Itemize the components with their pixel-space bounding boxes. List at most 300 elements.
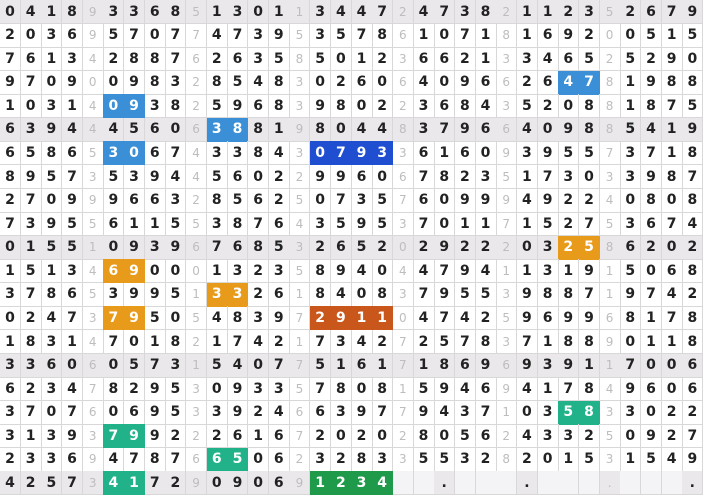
digit-cell[interactable]: 3 [207,212,228,236]
digit-cell[interactable]: 0 [331,47,352,71]
digit-cell[interactable]: 6 [62,283,83,307]
digit-cell[interactable]: 2 [331,71,352,95]
digit-cell[interactable]: 7 [21,189,42,213]
digit-cell[interactable]: 0 [538,118,559,142]
digit-cell[interactable]: 0 [372,165,393,189]
digit-cell[interactable]: 3 [227,141,248,165]
digit-cell[interactable]: 3 [414,118,435,142]
digit-cell[interactable]: 0 [0,236,21,260]
digit-cell[interactable]: 8 [0,165,21,189]
digit-cell[interactable]: 0 [641,401,662,425]
highlighted-cell[interactable]: 9 [124,94,145,118]
digit-cell[interactable]: 1 [538,377,559,401]
digit-cell[interactable]: 8 [579,118,600,142]
highlighted-cell[interactable]: 3 [103,141,124,165]
digit-cell[interactable]: 9 [558,306,579,330]
digit-cell[interactable]: 0 [103,401,124,425]
digit-cell[interactable]: 5 [103,165,124,189]
digit-cell[interactable]: 9 [434,377,455,401]
digit-cell[interactable]: 3 [62,47,83,71]
digit-cell[interactable]: 8 [269,71,290,95]
digit-cell[interactable]: 2 [331,448,352,472]
digit-cell[interactable]: 0 [165,306,186,330]
highlighted-cell[interactable]: 8 [579,401,600,425]
highlighted-cell[interactable]: 0 [310,141,331,165]
digit-cell[interactable]: 1 [558,448,579,472]
digit-cell[interactable]: 8 [269,94,290,118]
digit-cell[interactable]: 9 [579,306,600,330]
digit-cell[interactable]: 6 [145,0,166,24]
digit-cell[interactable]: 9 [310,94,331,118]
digit-cell[interactable]: 9 [662,47,683,71]
digit-cell[interactable]: 5 [372,189,393,213]
digit-cell[interactable]: 0 [662,354,683,378]
digit-cell[interactable]: 7 [579,212,600,236]
digit-cell[interactable]: 5 [620,118,641,142]
digit-cell[interactable]: 1 [207,330,228,354]
digit-cell[interactable] [558,471,579,495]
digit-cell[interactable]: 2 [0,448,21,472]
highlighted-cell[interactable]: 4 [558,71,579,95]
digit-cell[interactable]: 6 [414,47,435,71]
digit-cell[interactable]: 3 [207,141,228,165]
digit-cell[interactable]: 5 [165,377,186,401]
digit-cell[interactable]: 0 [310,71,331,95]
digit-cell[interactable]: 8 [352,448,373,472]
digit-cell[interactable]: 4 [103,448,124,472]
digit-cell[interactable]: 7 [641,283,662,307]
digit-cell[interactable]: 9 [269,24,290,48]
highlighted-cell[interactable]: 9 [124,306,145,330]
digit-cell[interactable]: 1 [641,330,662,354]
digit-cell[interactable]: 9 [145,424,166,448]
digit-cell[interactable]: 7 [124,24,145,48]
digit-cell[interactable]: 5 [207,165,228,189]
digit-cell[interactable]: 3 [310,212,331,236]
digit-cell[interactable]: 1 [476,24,497,48]
digit-cell[interactable]: 6 [0,377,21,401]
digit-cell[interactable]: 3 [41,24,62,48]
digit-cell[interactable]: 3 [352,189,373,213]
digit-cell[interactable]: 6 [455,141,476,165]
digit-cell[interactable]: 9 [434,283,455,307]
digit-cell[interactable]: 9 [124,236,145,260]
digit-cell[interactable]: 1 [124,212,145,236]
digit-cell[interactable]: 3 [145,94,166,118]
digit-cell[interactable]: 0 [331,424,352,448]
digit-cell[interactable]: 5 [227,189,248,213]
digit-cell[interactable]: 3 [331,330,352,354]
digit-cell[interactable]: 6 [248,94,269,118]
digit-cell[interactable]: 6 [145,189,166,213]
digit-cell[interactable]: 9 [62,71,83,95]
digit-cell[interactable]: 4 [331,283,352,307]
digit-cell[interactable]: 9 [145,377,166,401]
digit-cell[interactable]: 2 [579,24,600,48]
digit-cell[interactable]: 4 [248,330,269,354]
digit-cell[interactable]: 0 [21,94,42,118]
digit-cell[interactable]: 1 [620,71,641,95]
highlighted-cell[interactable]: 3 [372,141,393,165]
digit-cell[interactable]: 9 [434,236,455,260]
digit-cell[interactable]: 5 [558,141,579,165]
digit-cell[interactable]: 5 [41,471,62,495]
digit-cell[interactable]: 7 [455,24,476,48]
digit-cell[interactable]: 4 [0,471,21,495]
digit-cell[interactable]: 9 [124,71,145,95]
digit-cell[interactable]: 2 [352,424,373,448]
digit-cell[interactable]: 5 [620,259,641,283]
digit-cell[interactable]: 4 [21,0,42,24]
digit-cell[interactable]: 3 [103,283,124,307]
digit-cell[interactable]: 6 [558,47,579,71]
digit-cell[interactable]: 4 [331,0,352,24]
digit-cell[interactable]: 0 [0,306,21,330]
digit-cell[interactable]: 9 [517,354,538,378]
digit-cell[interactable]: 5 [579,47,600,71]
digit-cell[interactable]: 5 [434,448,455,472]
highlighted-cell[interactable]: 9 [124,424,145,448]
digit-cell[interactable]: 9 [558,118,579,142]
digit-cell[interactable]: 1 [476,212,497,236]
digit-cell[interactable]: 0 [248,354,269,378]
digit-cell[interactable]: 5 [41,236,62,260]
digit-cell[interactable]: 9 [414,401,435,425]
digit-cell[interactable]: 5 [579,448,600,472]
digit-cell[interactable]: 4 [352,118,373,142]
digit-cell[interactable]: 4 [434,401,455,425]
digit-cell[interactable]: 4 [476,259,497,283]
digit-cell[interactable]: 0 [103,236,124,260]
digit-cell[interactable]: 2 [641,47,662,71]
digit-cell[interactable]: 2 [21,471,42,495]
digit-cell[interactable]: 4 [103,118,124,142]
digit-cell[interactable]: 8 [248,118,269,142]
digit-cell[interactable]: 7 [207,236,228,260]
digit-cell[interactable]: 2 [269,165,290,189]
digit-cell[interactable]: 9 [227,94,248,118]
digit-cell[interactable]: 6 [248,189,269,213]
digit-cell[interactable]: . [682,471,703,495]
digit-cell[interactable]: 4 [517,424,538,448]
digit-cell[interactable]: 1 [207,0,228,24]
digit-cell[interactable]: 2 [248,283,269,307]
digit-cell[interactable]: 2 [641,236,662,260]
digit-cell[interactable]: 8 [145,47,166,71]
digit-cell[interactable]: 4 [269,401,290,425]
digit-cell[interactable]: 2 [662,401,683,425]
digit-cell[interactable]: 6 [476,71,497,95]
digit-cell[interactable]: 3 [124,165,145,189]
digit-cell[interactable]: 5 [207,94,228,118]
digit-cell[interactable]: 0 [165,259,186,283]
digit-cell[interactable]: 5 [310,354,331,378]
digit-cell[interactable]: 5 [352,236,373,260]
digit-cell[interactable]: 3 [165,189,186,213]
digit-cell[interactable]: 3 [0,401,21,425]
digit-cell[interactable]: 3 [455,401,476,425]
digit-cell[interactable]: 3 [207,401,228,425]
digit-cell[interactable]: 6 [21,47,42,71]
digit-cell[interactable]: 3 [414,94,435,118]
digit-cell[interactable] [620,471,641,495]
digit-cell[interactable]: 1 [662,141,683,165]
digit-cell[interactable]: 3 [517,47,538,71]
digit-cell[interactable]: 1 [517,212,538,236]
digit-cell[interactable]: 1 [517,259,538,283]
digit-cell[interactable]: 4 [476,94,497,118]
digit-cell[interactable]: 5 [145,306,166,330]
digit-cell[interactable]: 2 [538,94,559,118]
digit-cell[interactable]: 4 [352,330,373,354]
digit-cell[interactable]: 3 [21,118,42,142]
highlighted-cell[interactable]: 1 [124,471,145,495]
digit-cell[interactable] [414,471,435,495]
digit-cell[interactable]: 1 [21,236,42,260]
digit-cell[interactable]: 8 [538,283,559,307]
digit-cell[interactable]: 3 [165,71,186,95]
digit-cell[interactable]: 7 [145,354,166,378]
digit-cell[interactable]: 5 [124,354,145,378]
digit-cell[interactable] [455,471,476,495]
digit-cell[interactable]: 9 [558,354,579,378]
digit-cell[interactable]: 2 [269,189,290,213]
digit-cell[interactable]: 8 [165,0,186,24]
digit-cell[interactable]: 1 [538,330,559,354]
digit-cell[interactable]: 7 [352,24,373,48]
digit-cell[interactable]: 8 [455,94,476,118]
digit-cell[interactable]: 8 [620,306,641,330]
digit-cell[interactable]: 2 [662,424,683,448]
digit-cell[interactable]: 7 [165,448,186,472]
digit-cell[interactable]: 0 [620,189,641,213]
digit-cell[interactable]: 0 [352,283,373,307]
digit-cell[interactable]: 9 [538,141,559,165]
digit-cell[interactable]: 3 [248,47,269,71]
digit-cell[interactable]: 1 [207,259,228,283]
highlighted-cell[interactable]: 5 [558,401,579,425]
digit-cell[interactable]: 8 [310,259,331,283]
digit-cell[interactable]: 0 [662,377,683,401]
highlighted-cell[interactable]: 2 [310,306,331,330]
digit-cell[interactable]: 5 [21,259,42,283]
digit-cell[interactable]: 0 [145,259,166,283]
digit-cell[interactable]: 2 [558,0,579,24]
digit-cell[interactable]: 5 [538,212,559,236]
digit-cell[interactable]: 4 [455,377,476,401]
digit-cell[interactable]: 0 [662,189,683,213]
digit-cell[interactable]: 6 [103,212,124,236]
digit-cell[interactable]: 9 [165,236,186,260]
digit-cell[interactable]: 2 [476,448,497,472]
digit-cell[interactable]: 9 [0,71,21,95]
digit-cell[interactable]: 9 [331,165,352,189]
digit-cell[interactable]: 3 [21,212,42,236]
digit-cell[interactable]: 9 [620,377,641,401]
digit-cell[interactable]: 6 [620,236,641,260]
digit-cell[interactable]: 9 [62,424,83,448]
digit-cell[interactable]: 7 [269,354,290,378]
digit-cell[interactable]: 0 [248,0,269,24]
digit-cell[interactable]: 6 [269,212,290,236]
digit-cell[interactable]: 6 [352,165,373,189]
digit-cell[interactable]: 7 [21,283,42,307]
highlighted-cell[interactable]: 1 [372,306,393,330]
digit-cell[interactable]: 7 [682,165,703,189]
digit-cell[interactable]: 4 [455,306,476,330]
digit-cell[interactable]: 1 [0,330,21,354]
digit-cell[interactable]: 4 [165,165,186,189]
digit-cell[interactable]: 7 [538,165,559,189]
digit-cell[interactable]: 8 [165,330,186,354]
digit-cell[interactable]: 6 [227,165,248,189]
digit-cell[interactable]: 3 [558,424,579,448]
digit-cell[interactable]: 6 [145,118,166,142]
digit-cell[interactable]: 9 [145,401,166,425]
digit-cell[interactable]: 8 [434,165,455,189]
highlighted-cell[interactable]: 2 [558,236,579,260]
digit-cell[interactable]: 0 [372,424,393,448]
digit-cell[interactable]: 4 [414,71,435,95]
digit-cell[interactable]: 6 [124,189,145,213]
highlighted-cell[interactable]: 9 [352,141,373,165]
digit-cell[interactable]: 7 [372,401,393,425]
digit-cell[interactable]: 3 [62,259,83,283]
digit-cell[interactable]: 6 [682,377,703,401]
digit-cell[interactable] [579,471,600,495]
digit-cell[interactable]: 0 [207,471,228,495]
digit-cell[interactable]: 8 [641,189,662,213]
digit-cell[interactable]: 2 [682,236,703,260]
highlighted-cell[interactable]: 3 [207,283,228,307]
digit-cell[interactable]: 7 [517,330,538,354]
digit-cell[interactable]: 1 [41,259,62,283]
digit-cell[interactable]: 9 [331,259,352,283]
digit-cell[interactable]: 4 [248,71,269,95]
digit-cell[interactable]: 0 [620,424,641,448]
digit-cell[interactable]: 2 [248,259,269,283]
digit-cell[interactable]: 7 [21,71,42,95]
digit-cell[interactable]: 2 [455,47,476,71]
digit-cell[interactable]: 3 [145,236,166,260]
highlighted-cell[interactable]: 1 [352,306,373,330]
digit-cell[interactable]: 6 [227,424,248,448]
digit-cell[interactable]: 0 [682,47,703,71]
digit-cell[interactable]: 0 [103,71,124,95]
digit-cell[interactable]: 3 [620,212,641,236]
digit-cell[interactable]: 1 [0,94,21,118]
digit-cell[interactable]: 3 [455,448,476,472]
digit-cell[interactable]: 6 [662,259,683,283]
highlighted-cell[interactable]: 6 [207,448,228,472]
digit-cell[interactable]: 3 [538,401,559,425]
digit-cell[interactable]: 1 [455,212,476,236]
digit-cell[interactable]: 9 [124,283,145,307]
digit-cell[interactable]: 1 [558,259,579,283]
digit-cell[interactable]: 1 [62,94,83,118]
digit-cell[interactable]: 1 [248,424,269,448]
digit-cell[interactable]: 1 [620,448,641,472]
digit-cell[interactable]: 0 [579,165,600,189]
digit-cell[interactable]: 8 [310,118,331,142]
digit-cell[interactable]: 0 [372,259,393,283]
digit-cell[interactable]: 0 [331,118,352,142]
digit-cell[interactable]: 7 [62,471,83,495]
digit-cell[interactable]: 8 [207,189,228,213]
digit-cell[interactable]: 3 [0,354,21,378]
digit-cell[interactable]: 3 [124,0,145,24]
digit-cell[interactable]: 7 [0,212,21,236]
digit-cell[interactable]: 8 [165,94,186,118]
digit-cell[interactable]: 8 [21,330,42,354]
digit-cell[interactable]: 8 [682,330,703,354]
digit-cell[interactable]: 9 [476,189,497,213]
digit-cell[interactable]: 2 [248,401,269,425]
digit-cell[interactable]: 7 [145,471,166,495]
digit-cell[interactable]: 5 [641,24,662,48]
digit-cell[interactable]: 6 [331,236,352,260]
digit-cell[interactable]: 5 [124,118,145,142]
digit-cell[interactable]: 9 [558,24,579,48]
digit-cell[interactable]: 0 [248,448,269,472]
digit-cell[interactable]: 7 [165,141,186,165]
digit-cell[interactable]: 8 [124,47,145,71]
digit-cell[interactable]: 9 [103,189,124,213]
digit-cell[interactable]: 0 [145,24,166,48]
highlighted-cell[interactable]: 9 [331,306,352,330]
digit-cell[interactable]: 1 [662,330,683,354]
digit-cell[interactable]: 9 [476,354,497,378]
digit-cell[interactable]: 6 [476,377,497,401]
digit-cell[interactable]: 2 [372,47,393,71]
digit-cell[interactable]: 4 [517,118,538,142]
digit-cell[interactable]: 7 [662,212,683,236]
digit-cell[interactable]: 9 [62,189,83,213]
digit-cell[interactable]: 5 [165,401,186,425]
digit-cell[interactable]: 2 [372,236,393,260]
digit-cell[interactable]: 2 [0,189,21,213]
digit-cell[interactable]: 1 [269,0,290,24]
digit-cell[interactable]: 9 [227,471,248,495]
digit-cell[interactable]: 6 [41,354,62,378]
digit-cell[interactable]: 2 [103,47,124,71]
digit-cell[interactable]: 0 [620,330,641,354]
highlighted-cell[interactable]: 7 [579,71,600,95]
highlighted-cell[interactable]: 3 [227,283,248,307]
digit-cell[interactable]: 9 [620,283,641,307]
digit-cell[interactable]: 9 [455,189,476,213]
digit-cell[interactable]: 8 [310,283,331,307]
digit-cell[interactable]: 3 [248,306,269,330]
highlighted-cell[interactable]: 5 [579,236,600,260]
digit-cell[interactable]: 2 [517,448,538,472]
digit-cell[interactable]: 2 [124,377,145,401]
digit-cell[interactable]: 7 [662,306,683,330]
digit-cell[interactable]: 3 [41,424,62,448]
digit-cell[interactable]: 1 [62,330,83,354]
digit-cell[interactable]: 9 [579,259,600,283]
digit-cell[interactable]: 9 [227,401,248,425]
digit-cell[interactable]: 3 [41,448,62,472]
digit-cell[interactable]: 6 [434,94,455,118]
digit-cell[interactable]: 8 [145,71,166,95]
digit-cell[interactable]: 9 [538,189,559,213]
digit-cell[interactable]: 4 [207,306,228,330]
digit-cell[interactable]: 0 [434,24,455,48]
digit-cell[interactable]: 4 [269,141,290,165]
digit-cell[interactable]: 0 [434,189,455,213]
digit-cell[interactable]: 5 [372,212,393,236]
